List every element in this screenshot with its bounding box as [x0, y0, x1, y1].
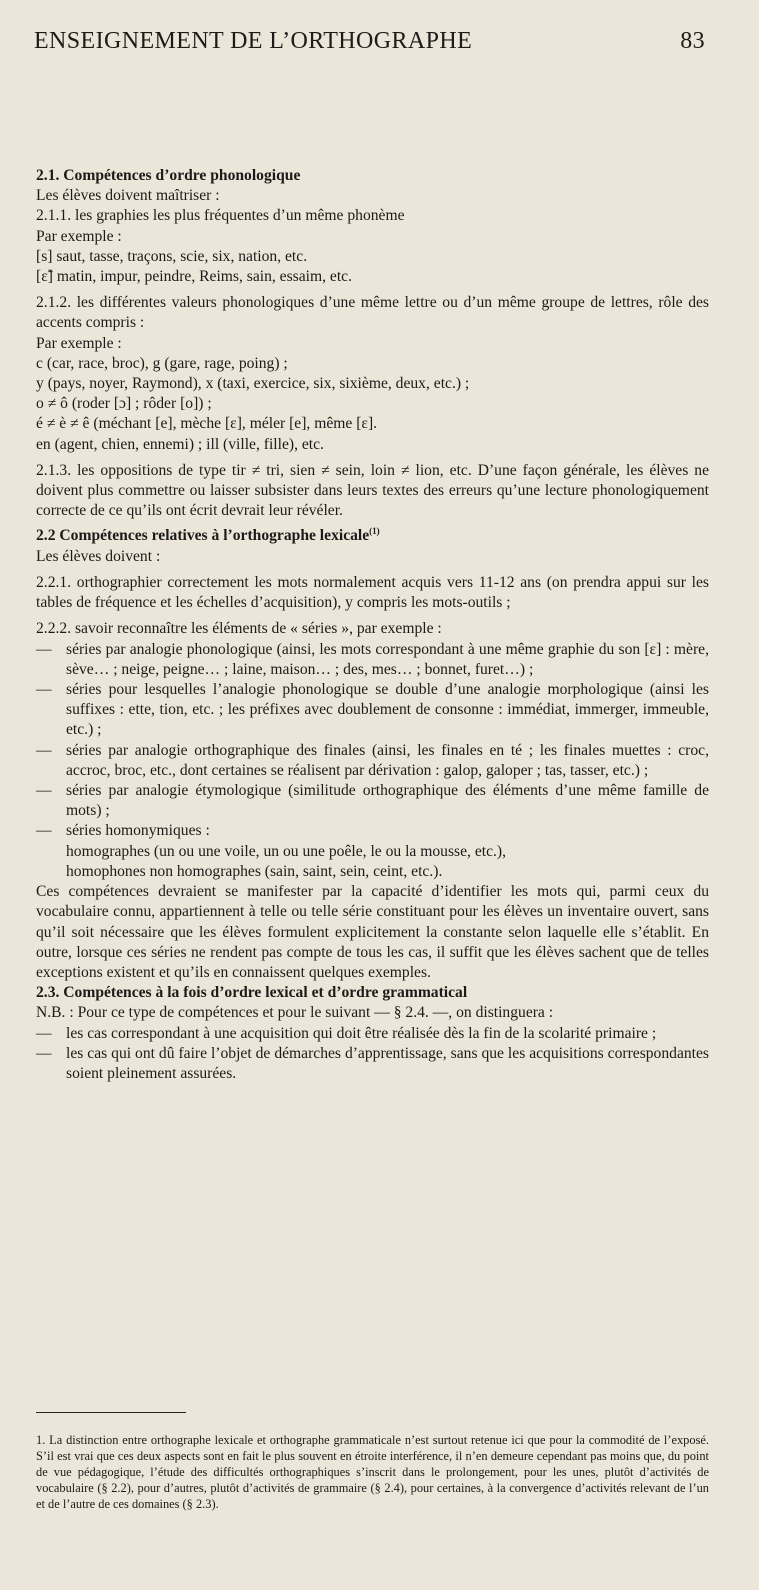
series-list [36, 640, 709, 842]
body-text [36, 166, 709, 1084]
page-number: 83 [680, 28, 705, 54]
homographes-line: homographes (un ou une voile, un ou une poêle, le ou la mousse, etc.), [66, 842, 506, 860]
list-item: — séries par analogie phonologique (ainsi, les mots correspondant à une même graphie du son [ɛ] : mère, sève… ; neige, peigne… ; laine, maison… ; des, mes… ; bonnet, furet…) ; [36, 640, 709, 680]
nb-paragraph: N.B. : Pour ce type de compétences et pour le suivant — § 2.4. —, on distinguera : [36, 1004, 554, 1022]
homophones-line: homophones non homographes (sain, saint, sein, ceint, etc.). [66, 862, 443, 880]
running-head [34, 28, 705, 55]
section-2-2-conclusion: Ces compétences devraient se manifester par la capacité d’identifier les mots qui, parmi ceux du vocabulaire connu, appartiennent à telle ou telle série constituant pour les élèves un inventaire ouvert, sans qu’il soit nécessaire que les élèves formulent explicitement la constante selon laquelle elle s’établit. En outre, lorsque ces séries ne rendent pas compte de tous les cas, il suffit que les élèves sachent que de telles exceptions existent et qu’ils en connaissent quelques exemples. [36, 883, 709, 981]
list-item: — séries pour lesquelles l’analogie phonologique se double d’une analogie morphologique (ainsi les suffixes : ette, tion, etc. ; les préfixes avec doublement de consonne : immédiat, immerger, immeuble, etc.) ; [36, 680, 709, 741]
paragraph-2-1-1: 2.1.1. les graphies les plus fréquentes d’un même phonème [36, 207, 405, 225]
list-item: — séries homonymiques : [36, 821, 709, 841]
example-line: c (car, race, broc), g (gare, rage, poing) ; [36, 354, 288, 372]
section-2-2-intro: Les élèves doivent : [36, 547, 161, 565]
section-2-2-heading [36, 521, 709, 546]
list-item: — séries par analogie étymologique (similitude orthographique des éléments d’une même famille de mots) ; [36, 781, 709, 821]
paragraph-2-2-2: 2.2.2. savoir reconnaître les éléments de « séries », par exemple : [36, 620, 442, 638]
paragraph-2-1-2: 2.1.2. les différentes valeurs phonologiques d’une même lettre ou d’un même groupe de lettres, rôle des accents compris : [36, 294, 709, 332]
example-line: é ≠ è ≠ ê (méchant [e], mèche [ɛ], méler [e], même [ɛ]. [36, 415, 378, 433]
list-item: — séries par analogie orthographique des finales (ainsi, les finales en té ; les finales muettes : croc, accroc, broc, etc., dont certaines se réalisent par dérivation : galop, galoper ; tas, tasser, etc.) ; [36, 741, 709, 781]
running-head-title: ENSEIGNEMENT DE L’ORTHOGRAPHE [34, 28, 473, 54]
section-2-1-heading: 2.1. Compétences d’ordre phonologique [36, 167, 301, 184]
paragraph-2-2-1: 2.2.1. orthographier correctement les mots normalement acquis vers 11-12 ans (on prendra appui sur les tables de fréquence et les échelles d’acquisition), y compris les mots-outils ; [36, 574, 709, 612]
list-item: — les cas correspondant à une acquisition qui doit être réalisée dès la fin de la scolarité primaire ; [36, 1024, 709, 1044]
section-2-3-heading: 2.3. Compétences à la fois d’ordre lexical et d’ordre grammatical [36, 984, 468, 1002]
footnote-ref: (1) [369, 526, 380, 537]
example-line: en (agent, chien, ennemi) ; ill (ville, fille), etc. [36, 435, 324, 453]
example-label: Par exemple : [36, 334, 122, 352]
example-line: [ɛ̃] matin, impur, peindre, Reims, sain, essaim, etc. [36, 268, 352, 286]
section-2-2-heading-text: 2.2 Compétences relatives à l’orthographe lexicale [36, 527, 370, 545]
footnote-rule [36, 1412, 186, 1413]
example-label: Par exemple : [36, 227, 122, 245]
example-line: [s] saut, tasse, traçons, scie, six, nation, etc. [36, 247, 308, 265]
cases-list [36, 1024, 709, 1085]
example-line: y (pays, noyer, Raymond), x (taxi, exercice, six, sixième, deux, etc.) ; [36, 375, 470, 393]
paragraph-2-1-3: 2.1.3. les oppositions de type tir ≠ tri, sien ≠ sein, loin ≠ lion, etc. D’une façon générale, les élèves ne doivent plus commettre ou laisser subsister dans leurs textes des erreurs qu’une lecture phonologiquement correcte de ce qu’ils ont écrit devrait leur révéler. [36, 461, 709, 520]
section-2-1-intro: Les élèves doivent maîtriser : [36, 187, 220, 205]
list-item: — les cas qui ont dû faire l’objet de démarches d’apprentissage, sans que les acquisitions correspondantes soient pleinement assurées. [36, 1044, 709, 1084]
example-line: o ≠ ô (roder [ɔ] ; rôder [o]) ; [36, 395, 212, 413]
footnote: 1. La distinction entre orthographe lexicale et orthographe grammaticale n’est surtout retenue ici que pour la commodité de l’exposé. S’il est vrai que ces deux aspects sont en fait le plus souvent en étroite interférence, il n’en demeure cependant pas moins que, du point de vue pédagogique, l’étude des difficultés orthographiques s’inscrit dans le prolongement, pour les unes, plutôt d’activités de vocabulaire (§ 2.2), pour d’autres, plutôt d’activités de grammaire (§ 2.4), pour certaines, à la convergence d’activités relevant de l’un et de l’autre de ces domaines (§ 2.3). [36, 1433, 709, 1512]
